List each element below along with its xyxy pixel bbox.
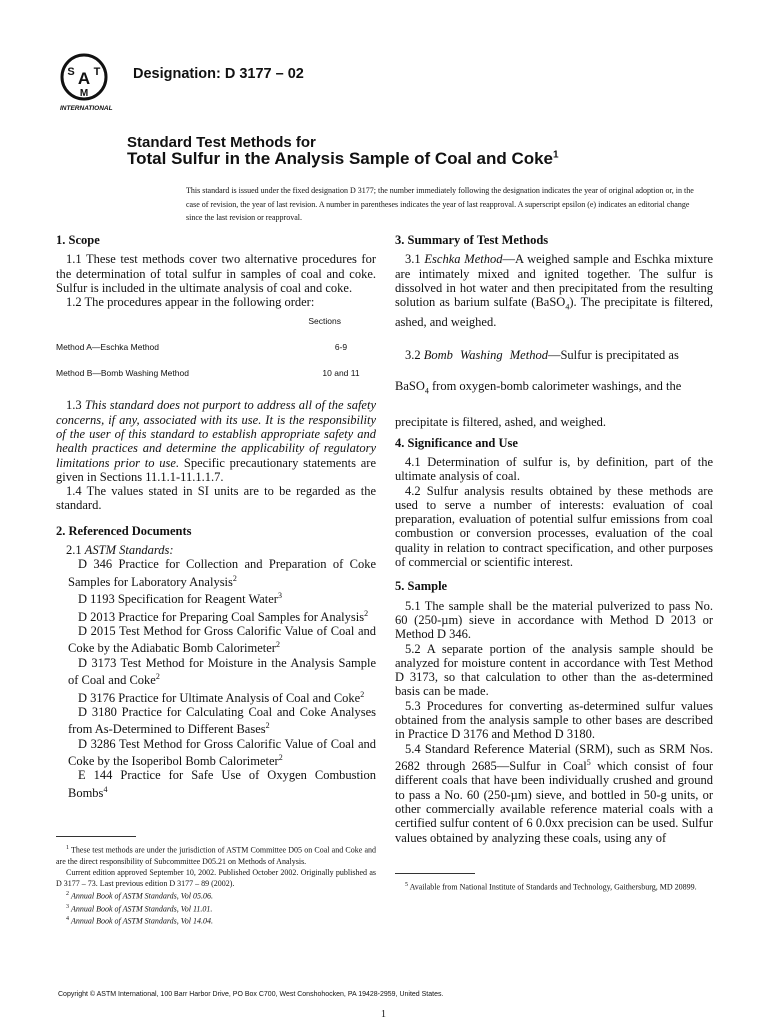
table-cell-sections: 10 and 11 [322,368,360,379]
footnote-ref: 3 [277,591,282,601]
reference-text: D 3173 Test Method for Moisture in the Analysis Sample of Coal and Coke [68,655,376,688]
title-footnote-ref: 1 [553,149,559,161]
footnote-text: Annual Book of ASTM Standards, Vol 11.01. [71,904,213,914]
svg-text:A: A [77,69,91,88]
table-cell-method: Method A—Eschka Method [56,341,160,352]
preamble: This standard is issued under the fixed designation D 3177; the number immediately following the designation indicates the year of original adoption or, in the case of revision, the year of last revision. A number in parentheses indicates the year of last reapproval. A superscript epsilon (e) indicates an editorial change since the last revision or reapproval. [186,186,694,222]
para-1-3-rest: Specific precautionary statements are given in Sections 11.1.1-11.1.1.7. [56,455,376,484]
footnote-1 [56,843,376,867]
footnotes-right [395,873,713,893]
list-item [56,705,376,737]
footnote-text: These test methods are under the jurisdiction of ASTM Committee D05 on Coal and Coke and are the direct responsibility of Subcommittee D05.21 on Methods of Analysis. [56,845,376,866]
footnote-number: 1 [66,845,69,852]
para-3-2-line-3: precipitate is filtered, ashed, and weighed. [395,415,607,430]
footnote-ref: 2 [155,672,160,682]
para-1-3-italic: This standard does not purport to address all of the safety concerns, if any, associated with its use. It is the responsibility of the user of this standard to establish appropriate safety and health practices and determine the applicability of regulatory limitations prior to use. [56,398,376,470]
para-3-1-number: 3.1 [405,252,421,267]
table-header: Sections [308,316,341,327]
right-column [395,233,713,893]
svg-text:T: T [93,66,101,78]
footnote-1b: Current edition approved September 10, 2002. Published October 2002. Originally published as D 3177 – 73. Last previous edition D 3177 – 89 (2002). [56,867,376,888]
para-1-3 [56,398,376,484]
para-3-1 [395,252,713,329]
para-2-1 [56,543,376,557]
para-3-2-line-2 [395,379,713,399]
reference-list [56,557,376,800]
reference-text: D 3176 Practice for Ultimate Analysis of Coal and Coke [78,690,361,705]
para-1-3-number: 1.3 [66,398,82,413]
para-5-1: 5.1 The sample shall be the material pulverized to pass No. 60 (250-µm) sieve in accordance with Method D 2013 or Method D 346. [395,598,713,642]
para-1-2: 1.2 The procedures appear in the following order: [66,295,315,310]
footnote-ref: 2 [265,721,270,731]
baso4-text: BaSO [395,378,425,393]
subscript: 4 [424,386,429,396]
reference-text: D 2015 Test Method for Gross Calorific Value of Coal and Coke by the Adiabatic Bomb Calorimeter [68,624,376,656]
footnote-number: 3 [66,903,69,910]
section-2-heading: 2. Referenced Documents [56,523,192,538]
para-1-1: 1.1 These test methods cover two alternative procedures for the determination of total sulfur in samples of coal and coke. Sulfur is included in the ultimate analysis of coal and coke. [56,252,376,295]
footnote-ref: 5 [586,757,591,767]
reference-text: E 144 Practice for Safe Use of Oxygen Combustion Bombs [68,768,376,800]
para-1-4: 1.4 The values stated in SI units are to be regarded as the standard. [56,484,376,513]
list-item [56,688,376,705]
footnote-ref: 2 [360,689,365,699]
footnote-3 [56,902,376,915]
footnotes-left [56,836,376,927]
para-4-2: 4.2 Sulfur analysis results obtained by these methods are used to serve a number of interests: evaluation of coal preparation, evaluation of potential sulfur emissions from coal combustion or conversion processes, evaluation of the coal quality in relation to contract specification, and other purposes of commercial or scientific interest. [395,483,713,570]
svg-text:S: S [67,66,75,78]
footnote-divider [56,836,136,837]
list-item [56,737,376,769]
astm-logo [60,53,120,115]
para-3-1-italic: Eschka Method [424,252,503,267]
title-line-1: Standard Test Methods for [127,134,316,151]
footnote-number: 4 [66,916,69,923]
reference-text: D 2013 Practice for Preparing Coal Samples for Analysis [78,609,365,624]
footnote-5 [395,880,713,893]
list-item [56,624,376,656]
para-3-1-text: —A weighed sample and Eschka mixture are intimately mixed and ignited together. The sulfur is dissolved in hot water and then precipitated from the resulting solution as barium sulfate (BaSO [395,252,713,310]
section-1-heading: 1. Scope [56,233,100,247]
footnote-number: 5 [405,881,408,888]
title-line-2 [127,149,559,169]
para-5-2: 5.2 A separate portion of the analysis sample should be analyzed for moisture content in accordance with Test Method D 3173, so that calculation to other than the as-determined basis can be made. [395,641,713,699]
left-column [56,233,376,927]
footnote-divider [395,873,475,874]
footnote-ref: 2 [278,753,283,762]
para-5-4 [395,742,713,845]
para-3-2 [395,348,713,362]
list-item [56,768,376,800]
svg-text:M: M [79,88,89,99]
para-4-1: 4.1 Determination of sulfur is, by definition, part of the ultimate analysis of coal. [395,454,713,484]
sections-table [56,314,376,380]
subscript: 4 [565,302,570,312]
footnote-4 [56,914,376,927]
reference-text: D 3180 Practice for Calculating Coal and Coke Analyses from As-Determined to Different Bases [68,704,376,737]
footnote-ref: 2 [232,573,237,583]
para-2-1-label: ASTM Standards: [84,543,174,558]
copyright-notice: Copyright © ASTM International, 100 Barr Harbor Drive, PO Box C700, West Conshohocken, PA 19428-2959, United States. [58,991,444,998]
section-5-heading: 5. Sample [395,579,448,594]
para-3-1-end: ). The precipitate is filtered, ashed, and weighed. [395,295,713,329]
table-cell-sections: 6-9 [334,341,348,352]
reference-text: D 3286 Test Method for Gross Calorific Value of Coal and Coke by the Isoperibol Bomb Calorimeter [68,736,376,769]
para-5-4-text-b: which consist of four different coals that have been individually crushed and ground to pass a No. 60 (250-µm) sieve, and bottled in 50-g units, or other commercially available reference material coals with a certified sulfur content of 6 0.0xx precision can be used. Sulfur values obtained by analyzing these coals, using any of [395,759,714,845]
footnote-ref: 2 [275,640,280,650]
section-3-heading: 3. Summary of Test Methods [395,233,549,247]
page-number: 1 [381,1009,386,1020]
footnote-text: Annual Book of ASTM Standards, Vol 14.04. [71,916,213,926]
reference-text: D 1193 Specification for Reagent Water [78,592,278,607]
reference-text: D 346 Practice for Collection and Preparation of Coke Samples for Laboratory Analysis [68,557,376,589]
footnote-text: Available from National Institute of Standards and Technology, Gaithersburg, MD 20899. [409,882,697,892]
footnote-ref: 4 [103,784,108,794]
para-3-2-number: 3.2 [405,348,421,363]
list-item [56,557,376,589]
para-3-2-line-2-text: from oxygen-bomb calorimeter washings, and the [428,378,682,393]
para-3-2-text: —Sulfur is precipitated as [547,348,679,363]
para-5-3: 5.3 Procedures for converting as-determined sulfur values obtained from the analysis sample to other bases are described in Practice D 3176 and Method D 3180. [395,698,713,742]
footnote-ref: 2 [364,608,369,618]
footnote-2 [56,889,376,902]
footnote-text: Annual Book of ASTM Standards, Vol 05.06. [71,891,213,901]
para-3-2-italic: Bomb Washing Method [423,348,548,363]
footnote-number: 2 [66,890,69,897]
table-row [56,366,376,380]
logo-text: INTERNATIONAL [60,105,113,112]
table-row [56,340,376,354]
list-item [56,656,376,688]
para-2-1-number: 2.1 [66,543,82,558]
designation: Designation: D 3177 – 02 [133,66,304,82]
title-text: Total Sulfur in the Analysis Sample of Coal and Coke [127,149,554,168]
section-4-heading: 4. Significance and Use [395,435,518,450]
table-cell-method: Method B—Bomb Washing Method [56,368,189,379]
para-5-4-text-a: 5.4 Standard Reference Material (SRM), such as SRM Nos. 2682 through 2685—Sulfur in Coal [395,741,713,774]
list-item [56,607,376,624]
list-item [56,589,376,606]
